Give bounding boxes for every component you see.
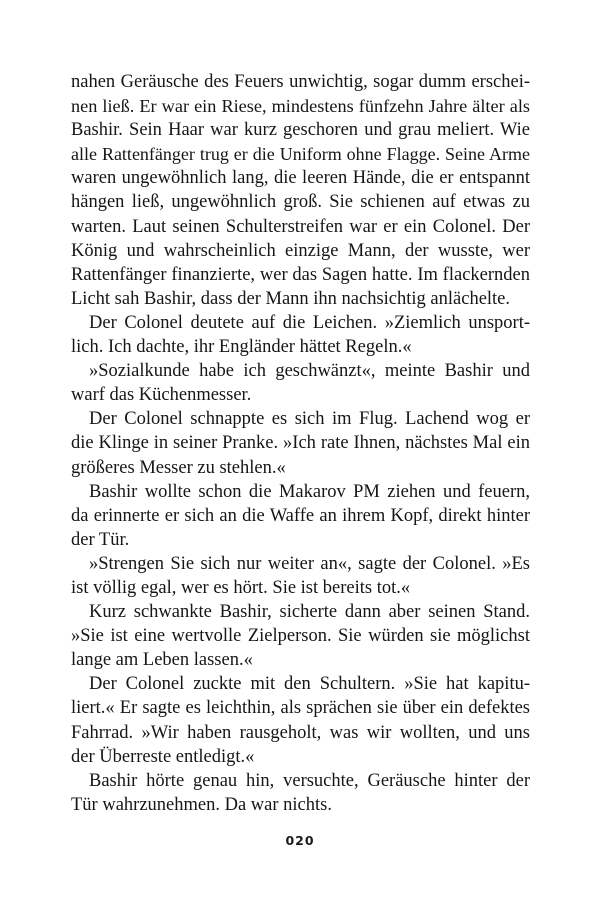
text-line: warten. Laut seinen Schulterstreifen war er ein Colonel. Der bbox=[71, 216, 530, 237]
text-line: ist völlig egal, wer es hört. Sie ist bereits tot.« bbox=[71, 577, 411, 598]
text-line: der Überreste entledigt.« bbox=[71, 746, 255, 767]
text-line: Rattenfänger finanzierte, wer das Sagen hatte. Im flackernden bbox=[71, 264, 530, 285]
text-line: nahen Geräusche des Feuers unwichtig, sogar dumm erschei- bbox=[71, 72, 530, 92]
text-line: alle Rattenfänger trug er die Uniform ohne Flagge. Seine Arme bbox=[71, 144, 530, 165]
text-line: Tür wahrzunehmen. Da war nichts. bbox=[71, 794, 332, 815]
text-line: hängen ließ, ungewöhnlich groß. Sie schienen auf etwas zu bbox=[71, 192, 530, 213]
text-line: größeres Messer zu stehlen.« bbox=[71, 457, 286, 478]
text-line: Der Colonel schnappte es sich im Flug. Lachend wog er bbox=[89, 409, 530, 430]
text-line: »Strengen Sie sich nur weiter an«, sagte der Colonel. »Es bbox=[89, 553, 530, 574]
text-line: Der Colonel zuckte mit den Schultern. »Sie hat kapitu- bbox=[89, 674, 530, 695]
text-line: der Tür. bbox=[71, 529, 130, 550]
body-text bbox=[71, 70, 530, 817]
text-line: König und wahrscheinlich einzige Mann, der wusste, wer bbox=[71, 240, 530, 261]
text-line: Der Colonel deutete auf die Leichen. »Ziemlich unsport- bbox=[89, 312, 530, 333]
text-line: waren ungewöhnlich lang, die leeren Hände, die er entspannt bbox=[71, 168, 530, 189]
text-line: Licht sah Bashir, dass der Mann ihn nachsichtig anlächelte. bbox=[71, 288, 511, 309]
text-line: »Sozialkunde habe ich geschwänzt«, meinte Bashir und bbox=[89, 361, 530, 382]
text-line: lich. Ich dachte, ihr Engländer hättet Regeln.« bbox=[71, 337, 412, 358]
text-line: nen ließ. Er war ein Riese, mindestens fünfzehn Jahre älter als bbox=[71, 96, 530, 117]
text-line: Bashir hörte genau hin, versuchte, Geräusche hinter der bbox=[89, 770, 530, 791]
text-line: warf das Küchenmesser. bbox=[71, 385, 252, 406]
text-line: Bashir. Sein Haar war kurz geschoren und grau meliert. Wie bbox=[71, 120, 530, 141]
text-line: lange am Leben lassen.« bbox=[71, 650, 253, 671]
text-line: »Sie ist eine wertvolle Zielperson. Sie würden sie möglichst bbox=[71, 626, 530, 647]
text-line: Fahrrad. »Wir haben rausgeholt, was wir wollten, und uns bbox=[71, 722, 530, 743]
text-line: liert.« Er sagte es leichthin, als sprächen sie über ein defektes bbox=[71, 698, 530, 719]
text-line: Bashir wollte schon die Makarov PM ziehen und feuern, bbox=[89, 481, 530, 502]
text-line: Kurz schwankte Bashir, sicherte dann aber seinen Stand. bbox=[89, 602, 530, 623]
text-line: die Klinge in seiner Pranke. »Ich rate Ihnen, nächstes Mal ein bbox=[71, 433, 530, 454]
text-line: da erinnerte er sich an die Waffe an ihrem Kopf, direkt hinter bbox=[71, 505, 530, 526]
page-number: 020 bbox=[285, 833, 315, 848]
